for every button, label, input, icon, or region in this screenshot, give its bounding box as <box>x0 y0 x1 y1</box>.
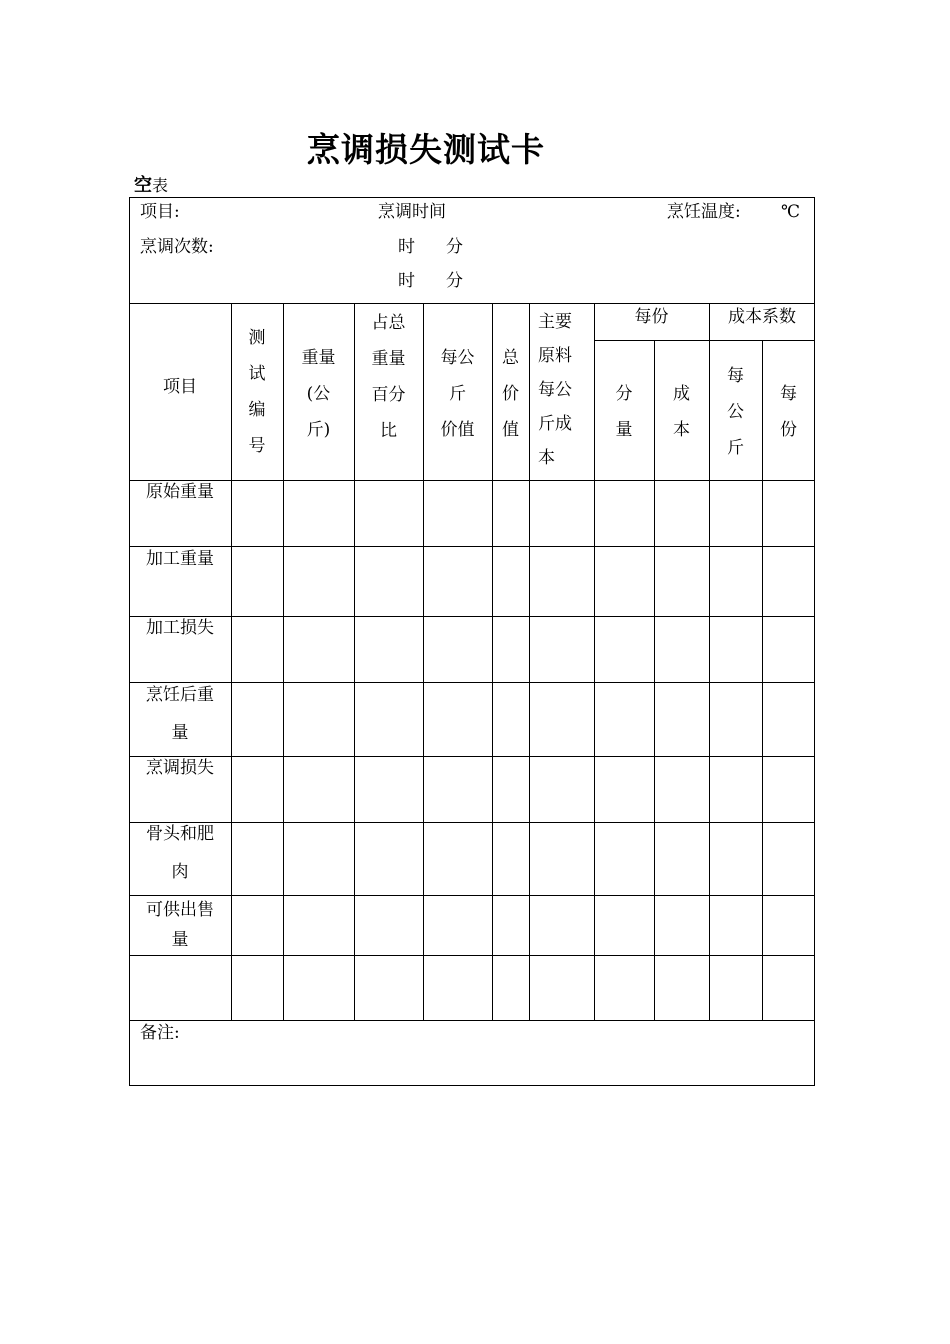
col-portion-quantity: 分 量 <box>615 384 633 440</box>
row-label-saleable-quantity: 可供出售 量 <box>146 900 214 950</box>
celsius-unit: ℃ <box>781 202 801 222</box>
remarks-divider <box>129 1020 815 1021</box>
row-label-cooked-weight: 烹饪后重 量 <box>146 685 214 743</box>
col-test-no: 测 试 编 号 <box>248 328 266 456</box>
col-cost-factor-per-kg: 每 公 斤 <box>727 366 744 458</box>
group-header-divider <box>594 340 815 341</box>
hour-label-1: 时 <box>398 237 415 257</box>
col-per-portion: 每份 <box>634 307 669 327</box>
row-label-bone-and-fat: 骨头和肥 肉 <box>146 824 214 882</box>
col-cost-factor-per-portion: 每 份 <box>780 384 797 440</box>
form-type-label <box>134 175 168 197</box>
row-label-processing-loss: 加工损失 <box>146 618 214 638</box>
cook-time-label: 烹调时间 <box>378 202 446 222</box>
cook-count-label: 烹调次数: <box>140 237 214 257</box>
form-type-small-char: 表 <box>152 176 169 195</box>
document-title: 烹调损失测试卡 <box>307 130 545 169</box>
row-label-original-weight: 原始重量 <box>146 482 214 502</box>
col-weight: 重量 (公 斤) <box>301 348 336 440</box>
row-label-cooking-loss: 烹调损失 <box>146 758 214 778</box>
cook-temp-label: 烹饪温度: <box>667 202 741 222</box>
col-item: 项目 <box>163 377 197 397</box>
col-total-value: 总 价 值 <box>502 348 519 440</box>
col-portion-cost: 成 本 <box>673 384 690 440</box>
remarks-label: 备注: <box>140 1023 180 1043</box>
col-weight-percent: 占总 重量 百分 比 <box>371 313 406 441</box>
col-value-per-kg: 每公 斤 价值 <box>440 348 475 440</box>
minute-label-2: 分 <box>446 271 463 291</box>
row-label-processed-weight: 加工重量 <box>146 549 214 569</box>
form-type-big-char: 空 <box>134 175 152 196</box>
col-cost-factor: 成本系数 <box>728 307 796 327</box>
hour-label-2: 时 <box>398 271 415 291</box>
minute-label-1: 分 <box>446 237 463 257</box>
item-label: 项目: <box>140 202 180 222</box>
col-main-material-cost: 主要 原料 每公 斤成 本 <box>538 312 572 468</box>
